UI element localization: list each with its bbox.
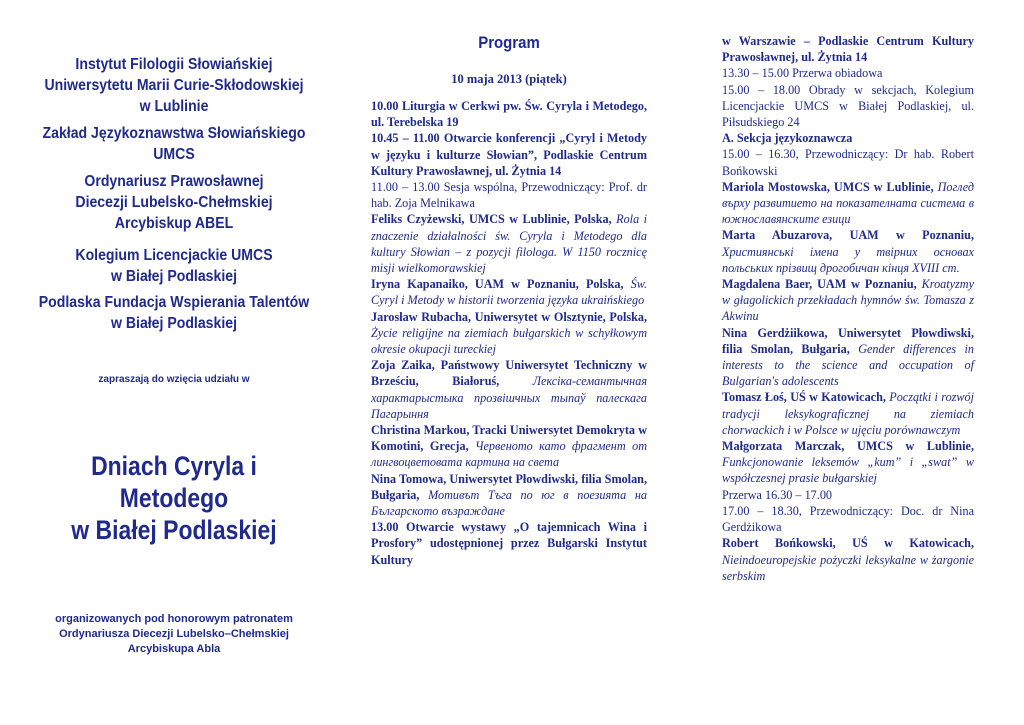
entry-bold: 13.00 Otwarcie wystawy „O tajemnicach Wina i Prosfory” udostępnionej przez Bułgarski Instytut Kultury <box>371 520 647 567</box>
entry-bold: Zoja Zaika, Państwowy Uniwersytet Techniczny w Brześciu, Białoruś, <box>371 358 647 389</box>
entry-bold: Magdalena Baer, UAM w Poznaniu, <box>722 277 917 292</box>
program-entry <box>371 422 647 471</box>
event-title-line: w Białej Podlaskiej <box>71 515 277 545</box>
session-entry <box>722 65 974 81</box>
program-entry <box>371 98 647 130</box>
sessions-list <box>722 33 974 584</box>
session-entry <box>722 33 974 65</box>
entry-italic: Лексіка-семантычная характарыстыка прозвішчных тыпаў палескага Пагарыння <box>371 374 647 421</box>
entry-bold: 10.45 – 11.00 Otwarcie konferencji „Cyryl i Metody w języku i kulturze Słowian”, Podlaskie Centrum Kultury Prawosławnej, ul. Żytnia 14 <box>371 131 647 178</box>
program-entry <box>371 130 647 179</box>
entry-plain: 15.00 – 16.30, Przewodniczący: Dr hab. Robert Bońkowski <box>722 147 974 178</box>
organizer-department <box>37 123 312 165</box>
session-entry <box>722 438 974 487</box>
organizer-line: UMCS <box>153 146 195 163</box>
program-entry <box>371 519 647 568</box>
organizer-college <box>37 245 312 287</box>
organizer-line: w Białej Podlaskiej <box>110 315 237 332</box>
entry-bold: Iryna Kapanaiko, UAM w Poznaniu, Polska, <box>371 277 624 292</box>
organizer-line: Kolegium Licencjackie UMCS <box>75 247 273 264</box>
program-entry <box>371 309 647 358</box>
organizer-line: Ordynariusz Prawosławnej <box>84 173 264 190</box>
entry-plain: Przerwa 16.30 – 17.00 <box>722 487 833 502</box>
session-entry <box>722 535 974 584</box>
organizer-line: Podlaska Fundacja Wspierania Talentów <box>38 294 310 311</box>
organizer-diocese <box>37 171 312 234</box>
entry-italic: Życie religijne na ziemiach bułgarskich w schyłkowym okresie okupacji tureckiej <box>371 325 647 357</box>
patronage-line: Ordynariusza Diecezji Lubelsko–Chełmskiej <box>59 628 289 640</box>
event-title <box>41 450 306 546</box>
program-entry <box>371 179 647 211</box>
entry-italic: Nieindoeuropejskie pożyczki leksykalne w żargonie serbskim <box>722 552 974 583</box>
session-entry <box>722 389 974 438</box>
entry-plain: 17.00 – 18.30, Przewodniczący: Doc. dr Nina Gerdżikowa <box>722 503 974 535</box>
program-list <box>371 98 647 568</box>
entry-plain: 15.00 – 18.00 Obrady w sekcjach, Kolegium Licencjackie UMCS w Białej Podlaskiej, ul. Piłsudskiego 24 <box>722 82 974 130</box>
session-entry <box>722 179 974 228</box>
entry-italic: Християнські імена у твірних основах польських прізвищ дрогобичан кінця XVIII ст. <box>722 244 974 275</box>
entry-bold: w Warszawie – Podlaskie Centrum Kultury Prawosławnej, ul. Żytnia 14 <box>722 34 974 65</box>
entry-italic: Gender differences in interests to the science and occupation of Bulgarian's adolescents <box>722 341 975 389</box>
organizer-line: Zakład Językoznawstwa Słowiańskiego <box>42 125 306 142</box>
organizer-line: Uniwersytetu Marii Curie-Skłodowskiej <box>44 77 304 94</box>
program-heading: Program <box>478 33 540 52</box>
entry-bold: Nina Tomowa, Uniwersytet Płowdiwski, filia Smolan, Bułgaria, <box>371 471 647 502</box>
session-entry <box>722 487 974 503</box>
organizer-line: w Lublinie <box>139 98 209 115</box>
entry-italic: Św. Cyryl i Metody w historii tworzenia języka ukraińskiego <box>371 277 648 308</box>
session-entry <box>722 325 974 390</box>
organizer-foundation <box>37 292 312 334</box>
entry-plain: 11.00 – 13.00 Sesja wspólna, Przewodniczący: Prof. dr hab. Zoja Melnikawa <box>371 180 647 211</box>
organizer-line: Diecezji Lubelsko-Chełmskiej <box>75 194 273 211</box>
organizer-line: w Białej Podlaskiej <box>110 268 237 285</box>
entry-bold: Christina Markou, Tracki Uniwersytet Demokryta w Komotini, Grecja, <box>371 423 647 454</box>
entry-bold: Tomasz Łoś, UŚ w Katowicach, <box>722 390 886 405</box>
organizer-line: Arcybiskup ABEL <box>114 215 234 232</box>
entry-bold: Małgorzata Marczak, UMCS w Lublinie, <box>722 439 974 454</box>
patronage-line: Arcybiskupa Abla <box>127 643 221 655</box>
entry-bold: Mariola Mostowska, UMCS w Lublinie, <box>722 179 934 194</box>
entry-italic: Червеното като фрагмент от лингвоцветовата картина на света <box>371 439 648 470</box>
entry-plain: 13.30 – 15.00 Przerwa obiadowa <box>722 66 883 81</box>
program-entry <box>371 471 647 520</box>
entry-bold: Robert Bońkowski, UŚ w Katowicach, <box>722 536 974 551</box>
organizer-institute <box>37 54 312 117</box>
session-entry <box>722 227 974 276</box>
session-entry <box>722 82 974 131</box>
session-entry <box>722 503 974 535</box>
session-entry <box>722 276 974 325</box>
patronage-line: organizowanych pod honorowym patronatem <box>55 613 293 625</box>
program-date: 10 maja 2013 (piątek) <box>451 72 567 86</box>
entry-bold: Marta Abuzarova, UAM w Poznaniu, <box>722 228 974 243</box>
entry-italic: Поглед върху развитието на показателната система в южнославянските езици <box>722 179 974 227</box>
entry-bold: Nina Gerdżiikowa, Uniwersytet Płowdiwski, filia Smolan, Bułgaria, <box>722 325 974 356</box>
event-title-line: Dniach Cyryla i Metodego <box>91 451 257 513</box>
session-entry <box>722 146 974 178</box>
entry-italic: Kroatyzmy w głagolickich przekładach hymnów św. Tomasza z Akwinu <box>722 277 975 324</box>
entry-italic: Мотивът Тъга по юг в поезията на Българското възраждане <box>371 487 648 519</box>
entry-bold: Feliks Czyżewski, UMCS w Lublinie, Polska, <box>371 212 612 227</box>
entry-italic: Rola i znaczenie działalności św. Cyryla i Metodego dla kultury Słowian – z pozycji filologa. W 1150 rocznicę misji wielkomorawskiej <box>371 212 648 276</box>
program-entry <box>371 357 647 422</box>
program-entry <box>371 276 647 308</box>
organizer-line: Instytut Filologii Słowiańskiej <box>75 56 273 73</box>
entry-bold: 10.00 Liturgia w Cerkwi pw. Św. Cyryla i Metodego, ul. Terebelska 19 <box>371 99 647 130</box>
entry-bold: Jarosław Rubacha, Uniwersytet w Olsztynie, Polska, <box>371 309 647 324</box>
entry-bold: A. Sekcja językoznawcza <box>722 131 853 146</box>
entry-italic: Początki i rozwój tradycji leksykograficznej na ziemiach chorwackich i w Polsce w ujęciu porównawczym <box>722 390 975 437</box>
entry-italic: Funkcjonowanie leksemów „kum” i „swat” w współczesnej prasie bułgarskiej <box>722 455 974 486</box>
program-entry <box>371 211 647 276</box>
invitation-text: zapraszają do wzięcia udziału w <box>98 374 250 385</box>
session-heading <box>722 130 974 146</box>
patronage-note <box>18 612 330 657</box>
